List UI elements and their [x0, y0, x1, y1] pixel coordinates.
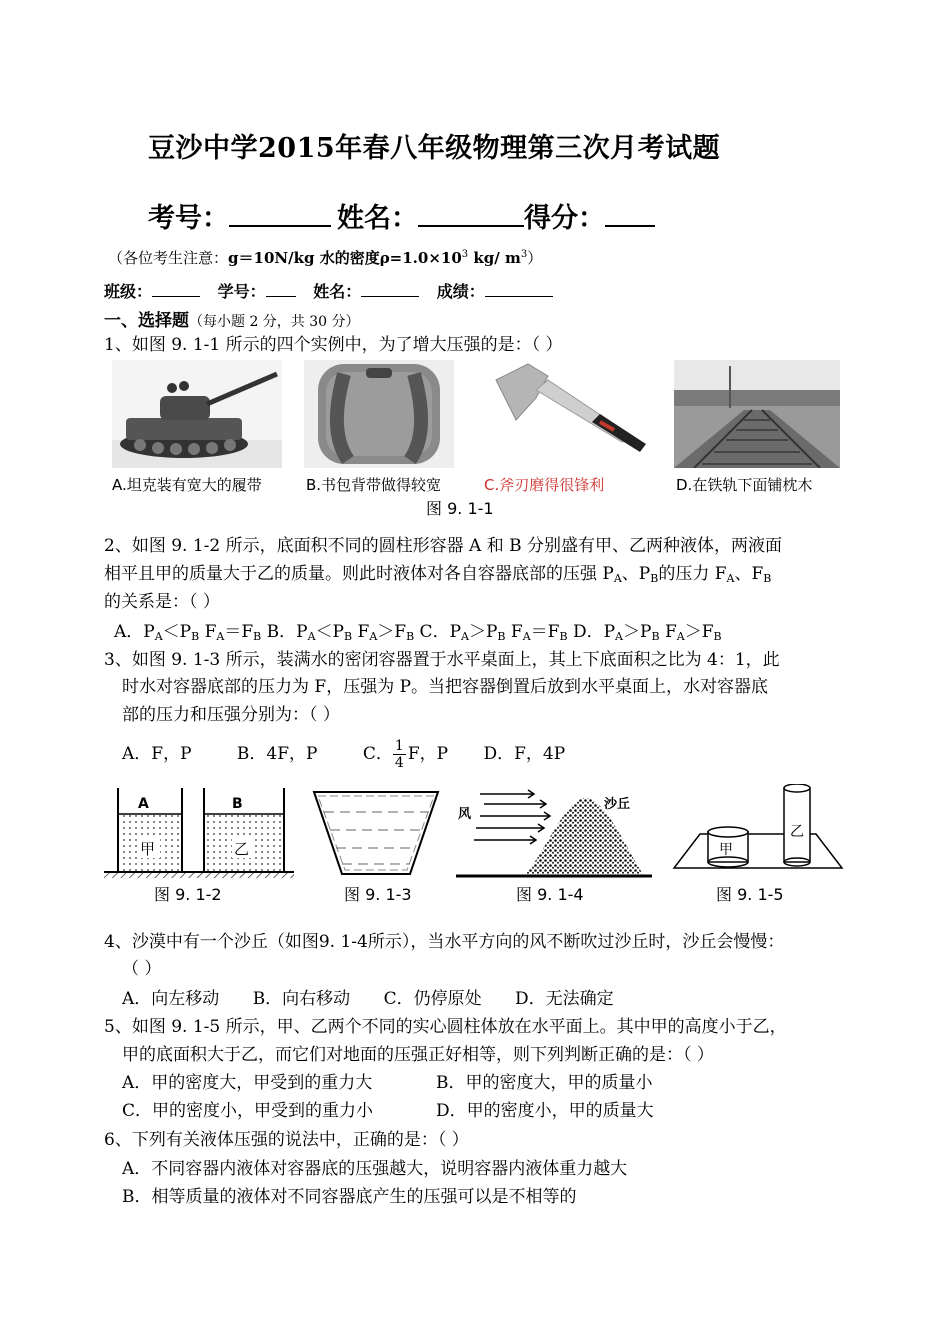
figure-9-1-3: [314, 792, 438, 904]
score-label: 得分：: [524, 203, 605, 234]
name2-label: 姓名：: [313, 282, 362, 301]
q2-text-c: 的压力 F: [658, 564, 727, 584]
question-2-line-1: 2、如图 9. 1-2 所示，底面积不同的圆柱形容器 A 和 B 分别盛有甲、乙两种液体，两液面: [104, 536, 783, 556]
question-1-stem: 1、如图 9. 1-1 所示的四个实例中，为了增大压强的是：（ ）: [104, 335, 563, 355]
note-suffix: ）: [527, 249, 543, 267]
q2-text-d: 、F: [734, 564, 764, 584]
id-line: [148, 196, 655, 235]
fraction-one-quarter: [393, 738, 406, 771]
question-3-line-1: 3、如图 9. 1-3 所示，装满水的密闭容器置于水平桌面上，其上下底面积之比为 4：1，此: [104, 650, 780, 670]
fraction-denominator: 4: [394, 755, 404, 771]
question-2-line-3: 的关系是：（ ）: [104, 592, 220, 612]
q5-option-b[interactable]: B．甲的密度大，甲的质量小: [436, 1073, 653, 1093]
axe-photo: [482, 360, 652, 468]
q3-option-c-prefix: C．: [362, 744, 393, 764]
fig4-dune-label: 沙丘: [604, 797, 631, 812]
figure-9-1-5: [674, 784, 842, 904]
fig5-label-a: 甲: [719, 842, 733, 858]
q6-option-a[interactable]: A．不同容器内液体对容器底的压强越大，说明容器内液体重力越大: [122, 1159, 628, 1179]
note-prefix: （各位考生注意：: [108, 249, 229, 267]
student-no-label: 学号：: [217, 282, 266, 301]
figure-9-1-3-caption: 图 9. 1-3: [344, 885, 412, 904]
figure-9-1-5-caption: 图 9. 1-5: [716, 885, 784, 904]
fraction-numerator: 1: [394, 738, 404, 754]
q2-sub-a: A: [613, 572, 622, 585]
q5-option-a[interactable]: A．甲的密度大，甲受到的重力大: [122, 1073, 373, 1093]
q6-option-b[interactable]: B．相等质量的液体对不同容器底产生的压强可以是不相等的: [122, 1187, 577, 1207]
question-3-line-3: 部的压力和压强分别为：（ ）: [122, 705, 340, 725]
fig4-wind-label: 风: [458, 807, 472, 822]
fig5-label-b: 乙: [790, 824, 804, 840]
question-5-line-1: 5、如图 9. 1-5 所示，甲、乙两个不同的实心圆柱体放在水平面上。其中甲的高度小于乙，: [104, 1017, 787, 1037]
note-density: 水的密度ρ=1.0×10: [319, 249, 462, 267]
q3-option-a[interactable]: A．F，P: [122, 744, 192, 764]
fig2-liquid-a: 甲: [140, 840, 156, 858]
class-blank[interactable]: [152, 280, 200, 297]
figure-9-1-1-caption: 图 9. 1-1: [426, 499, 494, 518]
note-exp: 3: [461, 249, 469, 260]
q4-option-d[interactable]: D．无法确定: [515, 989, 614, 1009]
figure-9-1-2-caption: 图 9. 1-2: [154, 885, 222, 904]
class-label: 班级：: [104, 282, 153, 301]
q2-sub-fb: B: [763, 572, 772, 585]
q5-option-c[interactable]: C．甲的密度小，甲受到的重力小: [122, 1101, 374, 1121]
question-3-options: [122, 734, 565, 774]
exam-no-blank[interactable]: [229, 199, 331, 227]
q1-caption-b: B.书包背带做得较宽: [306, 476, 442, 494]
railway-photo: [674, 360, 840, 468]
student-no-blank[interactable]: [266, 280, 296, 297]
question-3-line-2: 时水对容器底部的压力为 F，压强为 P。当把容器倒置后放到水平桌面上，水对容器底: [122, 677, 769, 697]
q2-text-b: 、P: [621, 564, 651, 584]
figures-row: [104, 784, 844, 908]
question-6-line-1: 6、下列有关液体压强的说法中，正确的是：（ ）: [104, 1130, 469, 1150]
q1-caption-d: D.在铁轨下面铺枕木: [676, 476, 813, 494]
section-hint: （每小题 2 分，共 30 分）: [189, 314, 360, 330]
fig2-liquid-b: 乙: [234, 840, 250, 858]
backpack-photo: [304, 360, 454, 468]
note-gravity: g＝10N/kg: [228, 249, 315, 267]
note-unit-exp: 3: [520, 249, 528, 260]
score-blank[interactable]: [605, 199, 655, 227]
question-4-line-1: 4、沙漠中有一个沙丘（如图9. 1-4所示），当水平方向的风不断吹过沙丘时，沙丘会慢慢：: [104, 932, 785, 952]
figure-9-1-2: [104, 788, 294, 904]
q3-option-b[interactable]: B．4F，P: [236, 744, 318, 764]
q3-option-c[interactable]: [362, 738, 449, 771]
exam-no-label: 考号：: [148, 203, 229, 234]
question-4-options: [122, 985, 614, 1013]
q1-caption-a: A.坦克装有宽大的履带: [112, 476, 262, 494]
fig2-label-a: A: [138, 796, 149, 812]
result-label: 成绩：: [436, 282, 485, 301]
q4-option-a[interactable]: A．向左移动: [122, 989, 220, 1009]
tank-photo: [112, 360, 282, 468]
figure-9-1-4-caption: 图 9. 1-4: [516, 885, 584, 904]
note-unit: kg/ m: [468, 249, 521, 267]
section-title: [104, 306, 360, 331]
name2-blank[interactable]: [361, 280, 419, 297]
fig2-label-b: B: [232, 796, 243, 812]
q1-caption-c: C.斧刃磨得很锋利: [484, 476, 605, 494]
q3-option-c-suffix: F，P: [407, 744, 449, 764]
question-2-options[interactable]: A．$P_A<P_B$ $F_A=F_B$ B．$P_A<P_B$ $F_A>F_B$ C．$P_A>P_B$ $F_A=F_B$ D．$P_A>P_B$ $F_A>F_B$: [114, 622, 722, 643]
question-5-line-2: 甲的底面积大于乙，而它们对地面的压强正好相等，则下列判断正确的是：（ ）: [122, 1045, 714, 1065]
result-blank[interactable]: [485, 280, 553, 297]
question-4-line-2: （ ）: [122, 959, 162, 979]
q2-sub-b: B: [650, 572, 659, 585]
figure-9-1-4: [456, 790, 652, 904]
q2-sub-fa: A: [726, 572, 735, 585]
q3-option-d[interactable]: D．F，4P: [483, 744, 566, 764]
name-blank[interactable]: [418, 199, 524, 227]
q4-option-b[interactable]: B．向右移动: [252, 989, 351, 1009]
q5-option-d[interactable]: D．甲的密度小，甲的质量大: [436, 1101, 654, 1121]
exam-note: [108, 247, 542, 268]
section-title-text: 一、选择题: [104, 311, 189, 331]
q2-text-a: 相平且甲的质量大于乙的质量。则此时液体对各自容器底部的压强 P: [104, 564, 614, 584]
page-title: 豆沙中学2015年春八年级物理第三次月考试题: [148, 133, 721, 164]
class-info-line: [104, 279, 553, 302]
name-label: 姓名：: [337, 203, 418, 234]
q4-option-c[interactable]: C．仍停原处: [383, 989, 482, 1009]
